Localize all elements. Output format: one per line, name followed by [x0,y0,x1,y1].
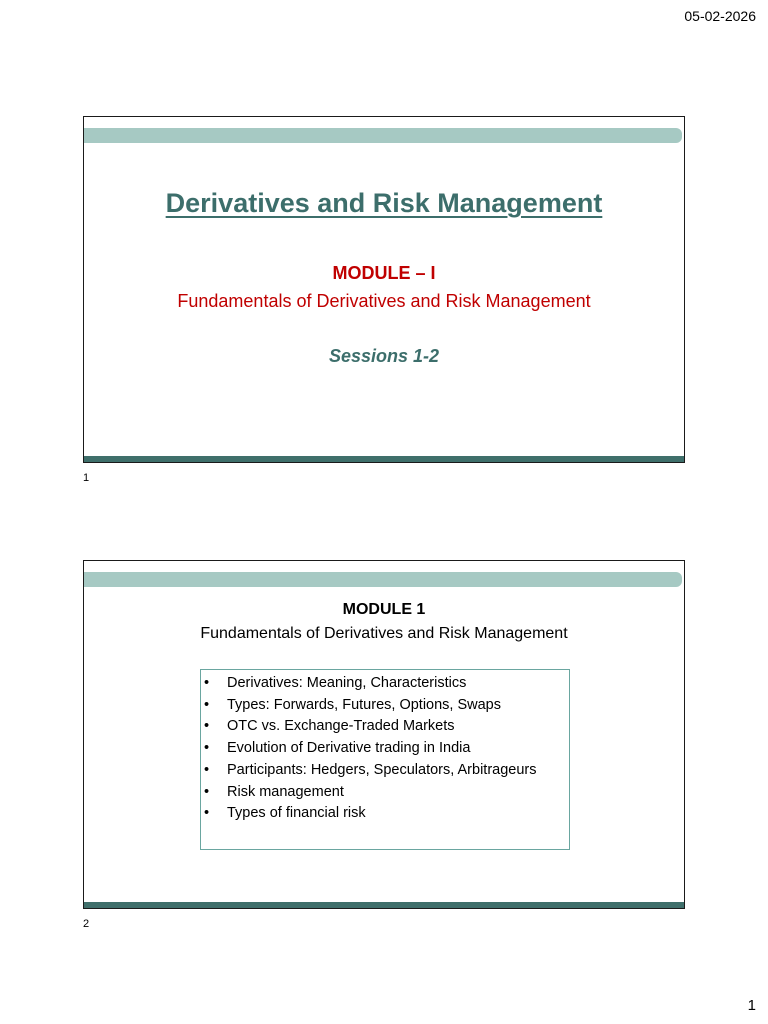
bullet-icon: • [204,696,210,713]
slide-number-1: 1 [83,472,90,484]
topic-list [201,673,563,825]
bullet-icon: • [204,718,210,735]
module-label: MODULE – I [332,263,436,283]
module-subtitle: Fundamentals of Derivatives and Risk Management [177,291,591,311]
bullet-icon: • [204,783,210,800]
list-item: • Types of financial risk [201,803,563,825]
bullet-icon: • [204,805,210,822]
slide-top-band [84,572,682,587]
list-item: • Participants: Hedgers, Speculators, Arbitrageurs [201,760,563,782]
page-date: 05-02-2026 [684,8,756,24]
slide-title: MODULE 1 [342,601,426,618]
slide-bottom-band [84,456,684,462]
list-item: • Types: Forwards, Futures, Options, Swaps [201,695,563,717]
list-item: • Derivatives: Meaning, Characteristics [201,673,563,695]
list-item: • OTC vs. Exchange-Traded Markets [201,716,563,738]
bullet-icon: • [204,675,210,691]
slide-1 [83,116,685,463]
list-item: • Evolution of Derivative trading in India [201,738,563,760]
sessions-label: Sessions 1-2 [328,346,440,366]
slide-title: Derivatives and Risk Management [165,188,603,218]
page-number: 1 [747,997,756,1014]
slide-number-2: 2 [83,918,90,930]
slide-top-band [84,128,682,143]
list-item: • Risk management [201,782,563,804]
slide-bottom-band [84,902,684,908]
topic-list-box [200,669,570,850]
bullet-icon: • [204,740,210,757]
slide-subtitle: Fundamentals of Derivatives and Risk Management [200,625,568,642]
bullet-icon: • [204,761,210,778]
slide-2 [83,560,685,909]
